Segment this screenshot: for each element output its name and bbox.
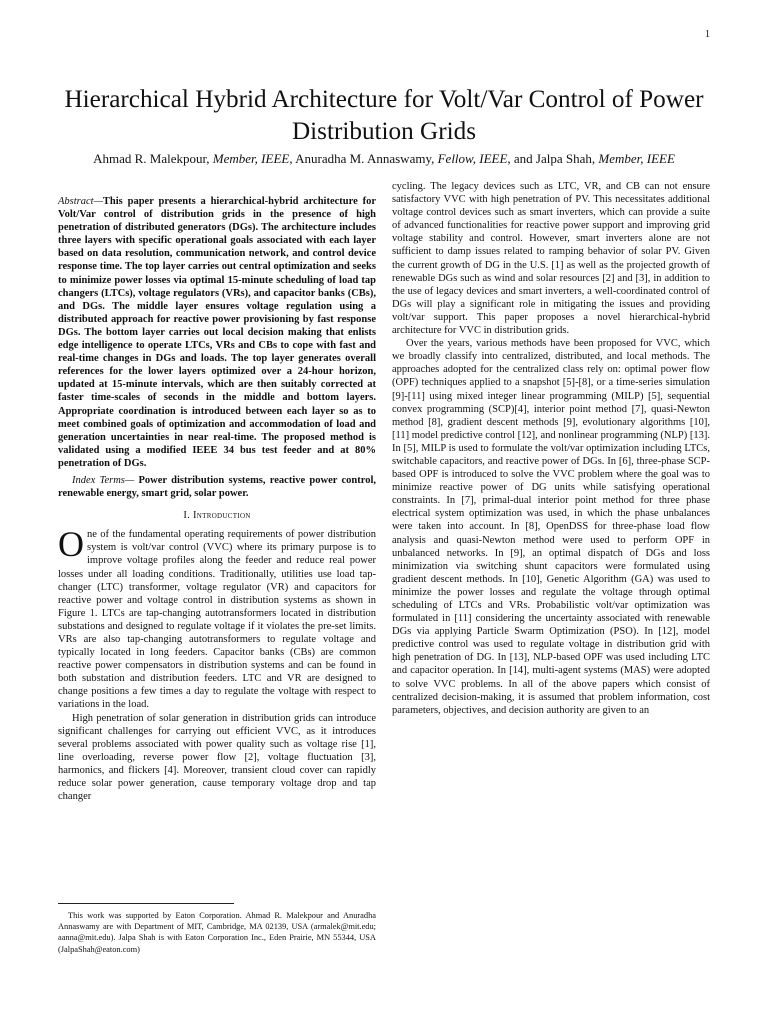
footnote-rule [58,903,234,904]
index-terms-text: Power distribution systems, reactive power control, renewable energy, smart grid, solar power. [58,474,376,500]
paper-title: Hierarchical Hybrid Architecture for Volt/Var Control of Power Distribution Grids [64,86,704,145]
intro-paragraph-1-text: ne of the fundamental operating requirements of power distribution system is volt/var control (VVC) where its primary purpose is to improve voltage profiles along the feeder and reduce real power losses under all loading conditions. Traditionally, utilities use load tap-changer (LTC) transformer, voltage regulator (VR) and capacitors for reactive power and voltage control in distribution systems as shown in Figure 1. LTCs are tap-changing autotransformers located in distribution substations and designed to regulate voltage if it violates the pre-set limits. VRs are also tap-changing autotransformers to regulate voltage and typically located in long feeders. Capacitor banks (CBs) are common reactive power compensators in distribution systems and can be found in both substation and distribution feeders. LTC and VR are designed to change positions a few times a day to regulate the voltage with respect to variations in the load. [58,529,376,711]
author-separator-1: , Anuradha M. Annaswamy, [289,151,438,166]
page-number: 1 [705,29,710,40]
author-3-role: Member, IEEE [598,151,675,166]
author-1-role: Member, IEEE [212,151,290,166]
author-2-role: Fellow, IEEE [437,151,508,166]
author-line [40,151,728,167]
right-column [392,180,710,717]
abstract-text: This paper presents a hierarchical-hybrid architecture for Volt/Var control of distribution grids in the presence of high penetration of distributed generators (DGs). The architecture includes three layers with specific operational goals associated with each layer based on data resolution, communication network, and control device response time. The top layer carries out central optimization and seeks to minimize power losses via optimal 15-minute scheduling of load tap changers (LTCs), voltage regulators (VRs), and capacitor banks (CBs), and DGs. The middle layer ensures voltage regulation using a distributed approach for reactive power provisioning by fast response DGs. The bottom layer carries out local decision making that enlists edge intelligence to operate LTCs, VRs and CBs to cope with fast and real-time changes in DGs and loads. The top layer generates overall references for the lower layers optimized over a 24-hour horizon, updated at 15-minute intervals, which are then suitably corrected at faster time-scales of seconds in the middle and bottom layers. Appropriate coordination is introduced between each layer so as to meet combined goals of optimization and accommodation of load and generation uncertainties in near real-time. The proposed method is validated using a modified IEEE 34 bus test feeder and at 80% penetration of DGs. [58,196,376,469]
right-paragraph-2: Over the years, various methods have been proposed for VVC, which we broadly classify into centralized, distributed, and local methods. The approaches adopted for the centralized class rely on: optimal power flow (OPF) techniques applied to a snapshot [5]-[8], or a time-series simulation [9]-[11] using mixed integer linear programming (MILP) [5], sequential convex programming (SCP)[4], interior point method [7], quasi-Newton method [8], gradient descent methods [9], evolutionary algorithms [10], [11] model predictive control [12], and nonlinear programming (NLP) [13]. In [5], MILP is used to formulate the volt/var optimization including LTCs, switchable capacitors, and reactive power of DGs. In [6], three-phase SCP-based OPF is introduced to solve the VVC problem where the goal was to minimize reactive power of DG units while satisfying operational constraints. In [7], primal-dual interior point method for three phase electrical system optimization was used, in which the phase unbalances were taken into account. In [8], OpenDSS for three-phase load flow analysis and quasi-Newton method were used to perform OPF in unbalanced networks. In [9], an optimal dispatch of DGs and loss minimization via switching shunt capacitors were formulated using gradient descent methods. In [10], Genetic Algorithm (GA) was used to minimize the power losses and regulate the voltage through optimal scheduling of LTCs and VRs. Probabilistic volt/var optimization was formulated in [11] considering the uncertainty associated with renewable DGs via applying Particle Swarm Optimization (PSO). In [12], model predictive control was used to regulate voltage in distribution grid with high penetration of DG. In [13], NLP-based OPF was used including LTC and capacitor operation. In [14], multi-agent systems (MAS) were adopted to solve VVC problems. In all of the above papers which consist of centralized decision-making, it is assumed that problem information, cost parameters, objectives, and decision authority are given to an [392,338,710,716]
section-heading-introduction [58,509,376,522]
footnote: This work was supported by Eaton Corporation. Ahmad R. Malekpour and Anuradha Annaswamy are with Department of MIT, Cambridge, MA 02139, USA (armalek@mit.edu; aanna@mit.edu). Jalpa Shah is with Eaton Corporation Inc., Eden Prairie, MN 55344, USA (JalpaShah@eaton.com) [58,911,376,954]
section-title: Introduction [193,510,251,522]
author-separator-2: , and Jalpa Shah, [507,151,599,166]
abstract [58,195,376,470]
intro-paragraph-1 [58,524,376,711]
intro-paragraph-2: High penetration of solar generation in distribution grids can introduce significant challenges for carrying out efficient VVC, as it introduces several problems associated with power quality such as voltage rise [1], line overloading, reverse power flow [2], voltage fluctuation [3], harmonics, and flickers [4]. Moreover, transient cloud cover can rapidly reduce solar power generation, cause temporary voltage drop and tap changer [58,712,376,803]
index-terms [58,474,376,500]
drop-cap: O [58,524,84,565]
section-numeral: I. [183,510,193,522]
right-paragraph-1: cycling. The legacy devices such as LTC, VR, and CB can not ensure satisfactory VVC with high penetration of PV. This necessitates additional voltage control devices such as smart inverters, which can provide a suite of advanced functionalities for reactive power support and improving grid voltage stability and control. However, smart inverters alone are not sufficient to damp issues related to ramping behavior of solar PV. Given the current growth of DG in the U.S. [1] as well as the projected growth of renewable DGs such as wind and solar resources [2] and [3], in addition to the use of legacy devices and smart inverters, a well-coordinated control of DGs will play a significant role in mitigating the issues and providing volt/var support. This paper proposes a novel hierarchical-hybrid architecture for VVC in distribution grids. [392,181,710,337]
index-terms-label: Index Terms— [72,474,135,486]
author-1-name: Ahmad R. Malekpour, [93,151,213,166]
abstract-label: Abstract— [58,196,103,207]
left-column [58,195,376,803]
